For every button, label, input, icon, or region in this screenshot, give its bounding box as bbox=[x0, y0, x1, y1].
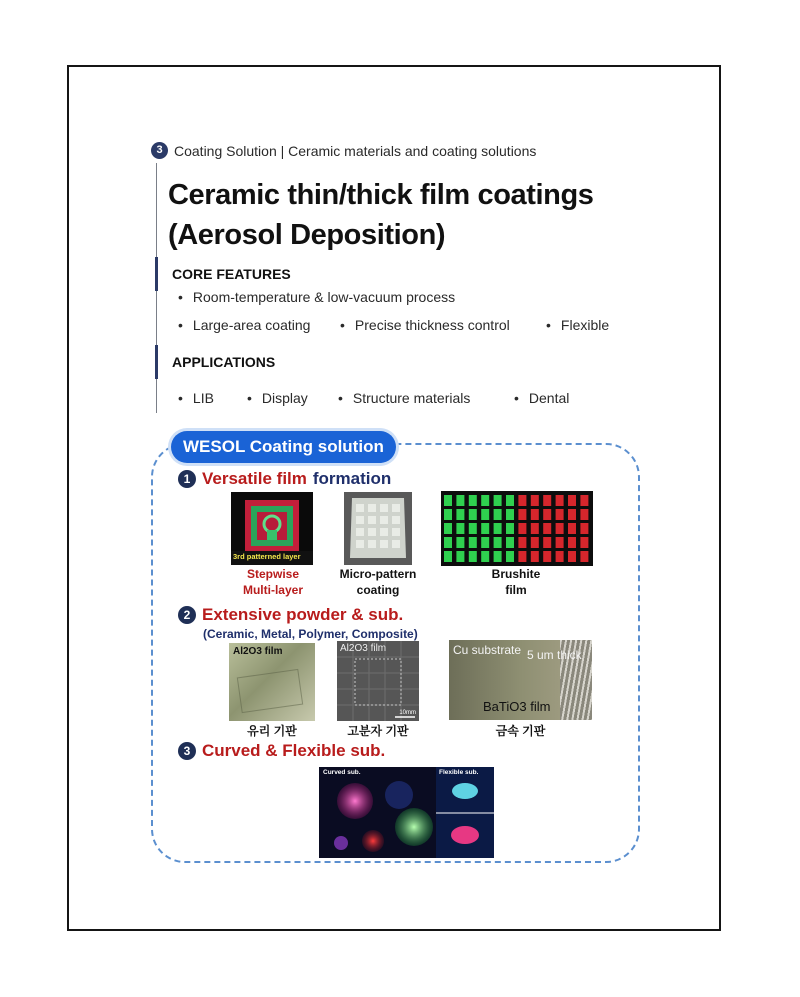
pattern-cell bbox=[531, 537, 539, 548]
glass-substrate-image bbox=[229, 643, 315, 721]
title-line-1: Ceramic thin/thick film coatings bbox=[168, 179, 594, 211]
feature-item: • Precise thickness control bbox=[340, 317, 510, 333]
overlay-label: 3rd patterned layer bbox=[233, 552, 301, 561]
pattern-cell bbox=[494, 551, 502, 562]
pattern-cell bbox=[444, 537, 452, 548]
feature-item: • Flexible bbox=[546, 317, 609, 333]
section-3-title: Curved & Flexible sub. bbox=[202, 741, 386, 760]
caption-micro-pattern bbox=[330, 566, 426, 598]
pattern-cell bbox=[556, 523, 564, 534]
pattern-cell bbox=[543, 495, 551, 506]
application-item: • Display bbox=[247, 390, 308, 406]
pattern-cell bbox=[481, 495, 489, 506]
pattern-cell bbox=[543, 537, 551, 548]
pattern-cell bbox=[580, 495, 588, 506]
caption-line: Stepwise bbox=[246, 567, 300, 581]
caption-multilayer bbox=[228, 566, 318, 598]
image-label: Flexible sub. bbox=[439, 769, 479, 776]
section-curved-flexible bbox=[178, 741, 385, 761]
pattern-cell bbox=[469, 495, 477, 506]
pattern-cell bbox=[481, 537, 489, 548]
pattern-cell bbox=[506, 551, 514, 562]
caption-glass: 유리 기판 bbox=[247, 724, 297, 738]
pattern-cell bbox=[531, 509, 539, 520]
feature-item: • Room-temperature & low-vacuum process bbox=[178, 289, 455, 305]
pattern-cell bbox=[506, 495, 514, 506]
section-versatile-film bbox=[178, 469, 391, 489]
pattern-cell bbox=[568, 523, 576, 534]
brushite-image bbox=[441, 491, 593, 566]
pattern-cell bbox=[543, 509, 551, 520]
application-item: • Dental bbox=[514, 390, 569, 406]
pattern-cell bbox=[531, 523, 539, 534]
pattern-cell bbox=[469, 551, 477, 562]
pattern-cell bbox=[494, 523, 502, 534]
pattern-cell bbox=[444, 523, 452, 534]
pattern-cell bbox=[543, 523, 551, 534]
section-1-title-navy: formation bbox=[312, 469, 392, 488]
pattern-cell bbox=[456, 495, 464, 506]
section-1-number: 1 bbox=[178, 470, 196, 488]
caption-line: coating bbox=[356, 583, 400, 597]
image-label: BaTiO3 film bbox=[483, 699, 551, 714]
section-eyebrow bbox=[151, 142, 536, 159]
pattern-cell bbox=[556, 551, 564, 562]
pattern-cell bbox=[543, 551, 551, 562]
image-label: Curved sub. bbox=[323, 769, 361, 776]
image-label: 5 um thick bbox=[527, 648, 582, 662]
section-1-title-red: Versatile film bbox=[202, 469, 307, 488]
texture-mark bbox=[237, 669, 303, 713]
curved-flexible-image bbox=[319, 767, 494, 858]
caption-line: Micro-pattern bbox=[339, 567, 417, 581]
caption-metal: 금속 기판 bbox=[495, 724, 546, 738]
pattern-cell bbox=[580, 523, 588, 534]
core-features-heading: CORE FEATURES bbox=[172, 266, 291, 282]
pattern-cell bbox=[444, 551, 452, 562]
pattern-cell bbox=[568, 495, 576, 506]
image-label: Al2O3 film bbox=[233, 646, 283, 657]
pattern-cell bbox=[556, 509, 564, 520]
pattern-cell bbox=[580, 551, 588, 562]
pattern-cell bbox=[456, 537, 464, 548]
pattern-cell bbox=[580, 509, 588, 520]
pattern-cell bbox=[494, 509, 502, 520]
pattern-cell bbox=[556, 495, 564, 506]
pattern-cell bbox=[469, 509, 477, 520]
pattern-cell bbox=[456, 509, 464, 520]
pattern-cell bbox=[481, 509, 489, 520]
core-features-marker bbox=[155, 257, 158, 291]
eyebrow-text: Coating Solution | Ceramic materials and coating solutions bbox=[174, 142, 537, 159]
pattern-cell bbox=[494, 495, 502, 506]
caption-line: Multi-layer bbox=[242, 583, 303, 597]
pattern-cell bbox=[481, 551, 489, 562]
pattern-cell bbox=[494, 537, 502, 548]
pattern-cell bbox=[506, 509, 514, 520]
micro-pattern-image bbox=[344, 492, 412, 565]
pattern-cell bbox=[568, 551, 576, 562]
pattern-cell bbox=[456, 551, 464, 562]
pattern-cell bbox=[518, 551, 526, 562]
image-label: Cu substrate bbox=[453, 643, 522, 657]
pattern-cell bbox=[444, 495, 452, 506]
pattern-cell bbox=[506, 537, 514, 548]
metal-substrate-image bbox=[449, 640, 592, 720]
section-2-title: Extensive powder & sub. bbox=[202, 605, 404, 624]
caption-line: film bbox=[505, 583, 527, 597]
pattern-cell bbox=[518, 537, 526, 548]
wesol-badge: WESOL Coating solution bbox=[171, 431, 396, 463]
image-label: Al2O3 film bbox=[340, 643, 387, 654]
polymer-substrate-image bbox=[337, 641, 419, 721]
pattern-cell bbox=[481, 523, 489, 534]
pattern-cell bbox=[568, 537, 576, 548]
pattern-cell bbox=[444, 509, 452, 520]
pattern-cell bbox=[531, 495, 539, 506]
applications-heading: APPLICATIONS bbox=[172, 354, 276, 370]
caption-line: Brushite bbox=[491, 567, 541, 581]
section-2-subtitle: (Ceramic, Metal, Polymer, Composite) bbox=[203, 627, 418, 641]
caption-brushite bbox=[468, 566, 564, 598]
pattern-cell bbox=[556, 537, 564, 548]
pattern-cell bbox=[568, 509, 576, 520]
application-item: • LIB bbox=[178, 390, 214, 406]
scale-label: 10mm bbox=[399, 710, 416, 716]
pattern-cell bbox=[580, 537, 588, 548]
feature-item: • Large-area coating bbox=[178, 317, 310, 333]
multilayer-image bbox=[231, 492, 313, 565]
pattern-cell bbox=[506, 523, 514, 534]
section-2-number: 2 bbox=[178, 606, 196, 624]
section-extensive-powder bbox=[178, 605, 403, 625]
page-title bbox=[168, 175, 594, 255]
pattern-cell bbox=[518, 509, 526, 520]
caption-polymer: 고분자 기판 bbox=[347, 724, 409, 738]
section-number-badge: 3 bbox=[151, 142, 168, 159]
title-line-2: (Aerosol Deposition) bbox=[168, 219, 446, 251]
pattern-cell bbox=[469, 523, 477, 534]
pattern-cell bbox=[518, 523, 526, 534]
pattern-cell bbox=[518, 495, 526, 506]
section-3-number: 3 bbox=[178, 742, 196, 760]
applications-marker bbox=[155, 345, 158, 379]
pattern-cell bbox=[469, 537, 477, 548]
pattern-cell bbox=[456, 523, 464, 534]
application-item: • Structure materials bbox=[338, 390, 470, 406]
pattern-cell bbox=[531, 551, 539, 562]
